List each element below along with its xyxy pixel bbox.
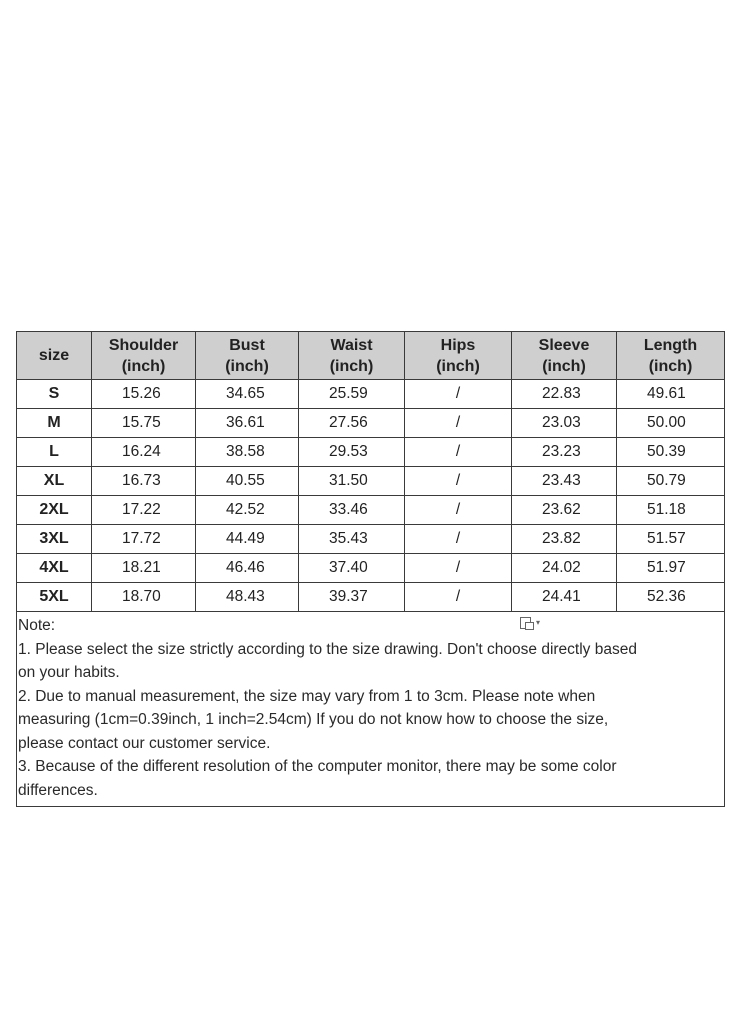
- header-hips-unit: (inch): [436, 357, 480, 375]
- size-cell: S: [17, 380, 92, 409]
- note-line: 1. Please select the size strictly according to the size drawing. Don't choose directly based: [18, 640, 637, 658]
- header-bust: [196, 332, 299, 380]
- shoulder-cell: 18.70: [92, 583, 196, 612]
- note-line: on your habits.: [18, 664, 120, 681]
- size-cell: 3XL: [17, 525, 92, 554]
- waist-cell: 33.46: [299, 496, 405, 525]
- size-table: [16, 331, 725, 612]
- table-row: [17, 496, 725, 525]
- length-cell: 51.18: [617, 496, 725, 525]
- table-row: [17, 380, 725, 409]
- size-cell: L: [17, 438, 92, 467]
- sleeve-cell: 23.03: [512, 409, 617, 438]
- table-header: [17, 332, 725, 380]
- header-sleeve: [512, 332, 617, 380]
- shoulder-cell: 18.21: [92, 554, 196, 583]
- sleeve-cell: 23.23: [512, 438, 617, 467]
- bust-cell: 48.43: [196, 583, 299, 612]
- header-shoulder: [92, 332, 196, 380]
- length-cell: 50.79: [617, 467, 725, 496]
- header-bust-label: Bust: [229, 336, 265, 354]
- note-line: please contact our customer service.: [18, 734, 271, 752]
- size-cell: XL: [17, 467, 92, 496]
- bust-cell: 36.61: [196, 409, 299, 438]
- length-cell: 52.36: [617, 583, 725, 612]
- note-line: 2. Due to manual measurement, the size may vary from 1 to 3cm. Please note when: [18, 687, 596, 705]
- shoulder-cell: 15.26: [92, 380, 196, 409]
- bust-cell: 34.65: [196, 380, 299, 409]
- hips-cell: /: [405, 409, 512, 438]
- hips-cell: /: [405, 467, 512, 496]
- note-line: measuring (1cm=0.39inch, 1 inch=2.54cm) If you do not know how to choose the size,: [18, 711, 609, 728]
- bust-cell: 44.49: [196, 525, 299, 554]
- length-cell: 50.39: [617, 438, 725, 467]
- sleeve-cell: 24.41: [512, 583, 617, 612]
- header-length-label: Length: [643, 336, 698, 354]
- waist-cell: 29.53: [299, 438, 405, 467]
- header-hips-label: Hips: [440, 336, 476, 354]
- header-waist-label: Waist: [330, 336, 373, 354]
- notes-section: [16, 612, 725, 807]
- table-row: [17, 583, 725, 612]
- sleeve-cell: 24.02: [512, 554, 617, 583]
- hips-cell: /: [405, 438, 512, 467]
- waist-cell: 39.37: [299, 583, 405, 612]
- hips-cell: /: [405, 583, 512, 612]
- header-hips: [405, 332, 512, 380]
- table-row: [17, 554, 725, 583]
- shoulder-cell: 17.22: [92, 496, 196, 525]
- table-row: [17, 467, 725, 496]
- note-line: differences.: [18, 781, 98, 799]
- hips-cell: /: [405, 496, 512, 525]
- sleeve-cell: 22.83: [512, 380, 617, 409]
- note-line: 3. Because of the different resolution of the computer monitor, there may be some color: [18, 758, 617, 775]
- sleeve-cell: 23.43: [512, 467, 617, 496]
- shoulder-cell: 17.72: [92, 525, 196, 554]
- header-sleeve-unit: (inch): [542, 357, 586, 375]
- length-cell: 49.61: [617, 380, 725, 409]
- paste-options-icon[interactable]: ▾: [520, 616, 542, 630]
- header-size: [17, 332, 92, 380]
- note-heading: Note:: [18, 617, 56, 634]
- header-length-unit: (inch): [648, 357, 693, 375]
- shoulder-cell: 16.73: [92, 467, 196, 496]
- sleeve-cell: 23.82: [512, 525, 617, 554]
- length-cell: 51.57: [617, 525, 725, 554]
- size-chart: [16, 331, 724, 807]
- size-cell: 4XL: [17, 554, 92, 583]
- size-cell: 2XL: [17, 496, 92, 525]
- bust-cell: 46.46: [196, 554, 299, 583]
- header-shoulder-label: Shoulder: [108, 336, 179, 354]
- header-shoulder-unit: (inch): [121, 357, 166, 375]
- length-cell: 50.00: [617, 409, 725, 438]
- shoulder-cell: 16.24: [92, 438, 196, 467]
- bust-cell: 40.55: [196, 467, 299, 496]
- shoulder-cell: 15.75: [92, 409, 196, 438]
- header-row: [17, 332, 725, 380]
- hips-cell: /: [405, 525, 512, 554]
- table-body: [17, 380, 725, 612]
- table-row: [17, 438, 725, 467]
- header-length: [617, 332, 725, 380]
- bust-cell: 42.52: [196, 496, 299, 525]
- hips-cell: /: [405, 380, 512, 409]
- waist-cell: 25.59: [299, 380, 405, 409]
- size-cell: 5XL: [17, 583, 92, 612]
- header-sleeve-label: Sleeve: [538, 336, 590, 354]
- waist-cell: 35.43: [299, 525, 405, 554]
- hips-cell: /: [405, 554, 512, 583]
- header-waist: [299, 332, 405, 380]
- header-bust-unit: (inch): [225, 357, 269, 375]
- table-row: [17, 409, 725, 438]
- length-cell: 51.97: [617, 554, 725, 583]
- header-size-label: size: [38, 347, 70, 364]
- waist-cell: 27.56: [299, 409, 405, 438]
- waist-cell: 37.40: [299, 554, 405, 583]
- sleeve-cell: 23.62: [512, 496, 617, 525]
- bust-cell: 38.58: [196, 438, 299, 467]
- table-row: [17, 525, 725, 554]
- waist-cell: 31.50: [299, 467, 405, 496]
- size-cell: M: [17, 409, 92, 438]
- header-waist-unit: (inch): [329, 357, 374, 375]
